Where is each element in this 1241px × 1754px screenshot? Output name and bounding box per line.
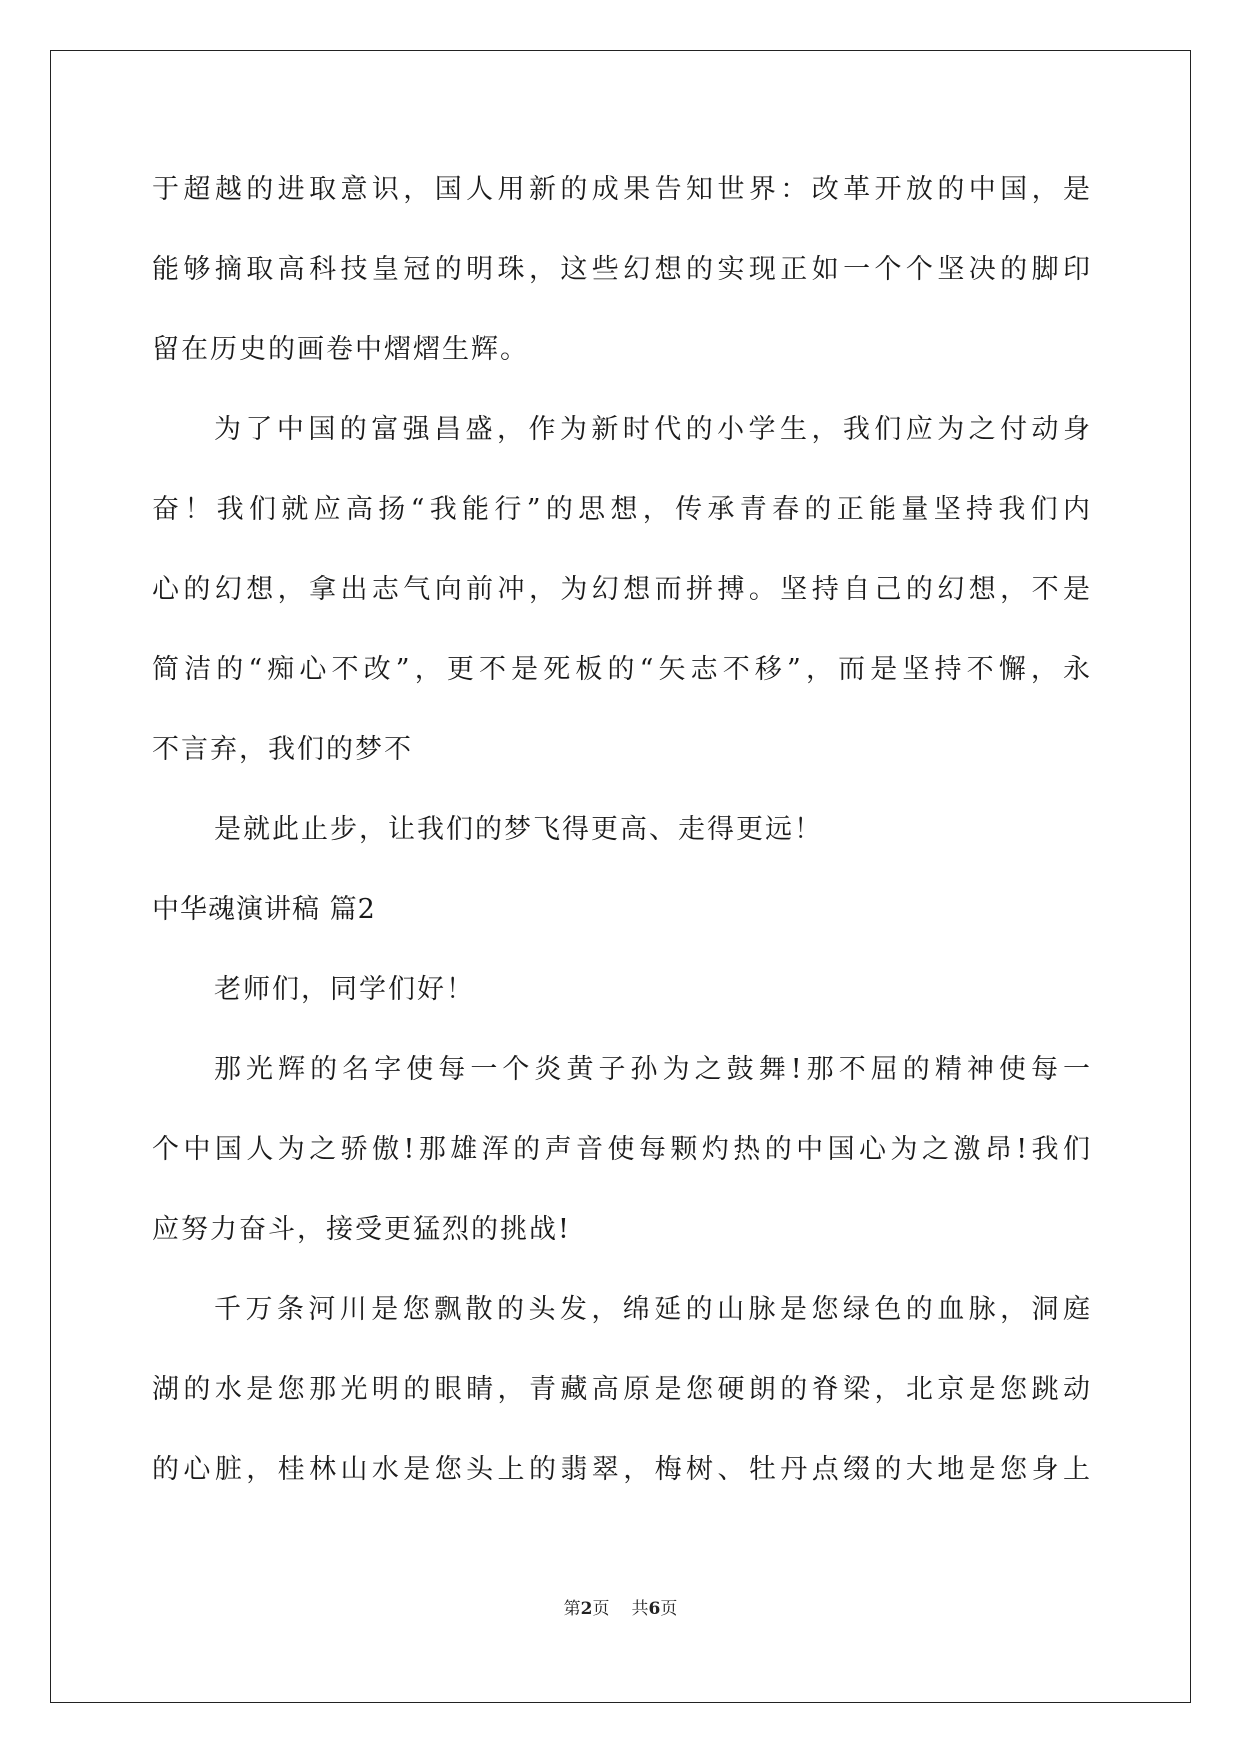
- paragraph-line: 心的幻想，拿出志气向前冲，为幻想而拼搏。坚持自己的幻想，不是: [152, 574, 1090, 605]
- paragraph-line: 湖的水是您那光明的眼睛，青藏高原是您硬朗的脊梁，北京是您跳动: [152, 1374, 1090, 1405]
- paragraph-line: 于超越的进取意识，国人用新的成果告知世界：改革开放的中国，是: [152, 174, 1090, 205]
- paragraph-line: 是就此止步，让我们的梦飞得更高、走得更远！: [214, 814, 823, 845]
- paragraph-line: 留在历史的画卷中熠熠生辉。: [152, 334, 529, 365]
- total-pages: 6: [648, 1599, 661, 1619]
- greeting-line: 老师们，同学们好！: [214, 974, 475, 1005]
- paragraph-line: 奋！我们就应高扬“我能行”的思想，传承青春的正能量坚持我们内: [152, 494, 1090, 525]
- page-prefix: 第: [563, 1599, 581, 1619]
- paragraph-line: 不言弃，我们的梦不: [152, 734, 413, 765]
- paragraph-line: 应努力奋斗，接受更猛烈的挑战!: [152, 1214, 571, 1245]
- paragraph-line: 的心脏，桂林山水是您头上的翡翠，梅树、牡丹点缀的大地是您身上: [152, 1454, 1090, 1485]
- paragraph-line: 千万条河川是您飘散的头发，绵延的山脉是您绿色的血脉，洞庭: [214, 1294, 1090, 1325]
- total-suffix: 页: [660, 1599, 678, 1619]
- page-footer: [0, 1597, 1241, 1621]
- paragraph-line: 简洁的“痴心不改”，更不是死板的“矢志不移”，而是坚持不懈，永: [152, 654, 1090, 685]
- paragraph-line: 那光辉的名字使每一个炎黄子孙为之鼓舞!那不屈的精神使每一: [214, 1054, 1090, 1085]
- section-heading: 中华魂演讲稿 篇2: [152, 894, 376, 925]
- page-suffix: 页: [592, 1599, 610, 1619]
- document-body: [152, 160, 1090, 1520]
- paragraph-line: 为了中国的富强昌盛，作为新时代的小学生，我们应为之付动身: [214, 414, 1090, 445]
- paragraph-line: 能够摘取高科技皇冠的明珠，这些幻想的实现正如一个个坚决的脚印: [152, 254, 1090, 285]
- total-prefix: 共: [631, 1599, 649, 1619]
- page-number: 2: [580, 1599, 593, 1619]
- paragraph-line: 个中国人为之骄傲!那雄浑的声音使每颗灼热的中国心为之激昂!我们: [152, 1134, 1090, 1165]
